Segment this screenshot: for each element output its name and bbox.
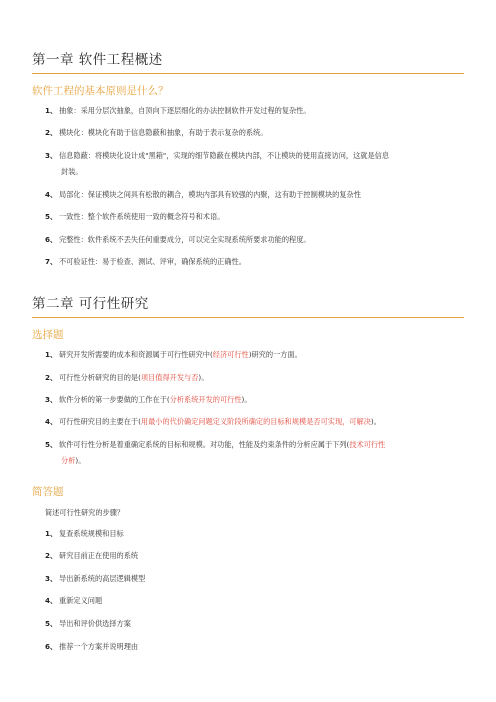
- answer-text: 经济可行性: [212, 350, 249, 359]
- answer-text: 用最小的代价确定问题定义阶段所确定的目标和规模是否可实现，可解决: [140, 417, 371, 426]
- answer-text: 项目值得开发与否: [140, 373, 199, 382]
- choice-item: 2、 可行性分析研究的目的是(项目值得开发与否)。: [45, 373, 209, 382]
- list-item: 5、 一致性：整个软件系统使用一致的概念符号和术语。: [45, 212, 225, 221]
- list-item: 2、 研究目前正在使用的系统: [45, 551, 139, 560]
- choice-item: 5、 软件可行性分析是着重确定系统的目标和规模。对功能，性能及约束条件的分析应属于下列(技术可行性 分析)。: [45, 440, 386, 465]
- list-item: 3、 导出新系统的高层逻辑模型: [45, 574, 146, 583]
- chapter-2-title: 第二章 可行性研究: [32, 296, 149, 312]
- list-item: 2、 模块化：模块化有助于信息隐蔽和抽象，有助于表示复杂的系统。: [45, 128, 268, 137]
- choice-item: 3、 软件分析的第一步要做的工作在于(分析系统开发的可行性)。: [45, 395, 252, 404]
- chapter-1-divider: [32, 73, 464, 74]
- list-item: 7、 不可验证性：易于检查、测试、评审，确保系统的正确性。: [45, 257, 246, 266]
- chapter-2-divider: [32, 317, 464, 318]
- list-item: 1、 复查系统规模和目标: [45, 529, 124, 538]
- list-item: 6、 推荐一个方案并说明理由: [45, 642, 139, 651]
- answer-text: 技术可行性: [349, 440, 386, 449]
- list-item: 5、 导出和评价供选择方案: [45, 619, 131, 628]
- choice-section-title: 选择题: [32, 329, 64, 341]
- short-answer-section-title: 简答题: [32, 486, 64, 498]
- choice-item: 4、 可行性研究目的主要在于(用最小的代价确定问题定义阶段所确定的目标和规模是否可实现，可解决)。: [45, 417, 381, 426]
- choice-item: 1、 研究开发所需要的成本和资源属于可行性研究中(经济可行性)研究的一方面。: [45, 350, 302, 359]
- list-item: 4、 局部化：保证模块之间具有松散的耦合，模块内部具有较强的内聚，这有助于控制模块的复杂性: [45, 190, 361, 199]
- chapter-1-section-title: 软件工程的基本原则是什么？: [32, 85, 169, 97]
- chapter-1-title: 第一章 软件工程概述: [32, 52, 163, 68]
- list-item: 3、 信息隐蔽：将模块化设计成"黑箱"，实现的细节隐蔽在模块内部，不让模块的使用直接访问，这就是信息 封装。: [45, 151, 390, 176]
- short-answer-question: 简述可行性研究的步骤？: [45, 508, 125, 517]
- list-item: 1、 抽象：采用分层次抽象，自顶向下逐层细化的办法控制软件开发过程的复杂性。: [45, 106, 311, 115]
- list-item: 6、 完整性：软件系统不丢失任何重要成分，可以完全实现系统所要求功能的程度。: [45, 235, 311, 244]
- answer-text: 分析系统开发的可行性: [169, 395, 242, 404]
- answer-text: 分析: [61, 455, 76, 465]
- list-item: 4、 重新定义问题: [45, 596, 103, 605]
